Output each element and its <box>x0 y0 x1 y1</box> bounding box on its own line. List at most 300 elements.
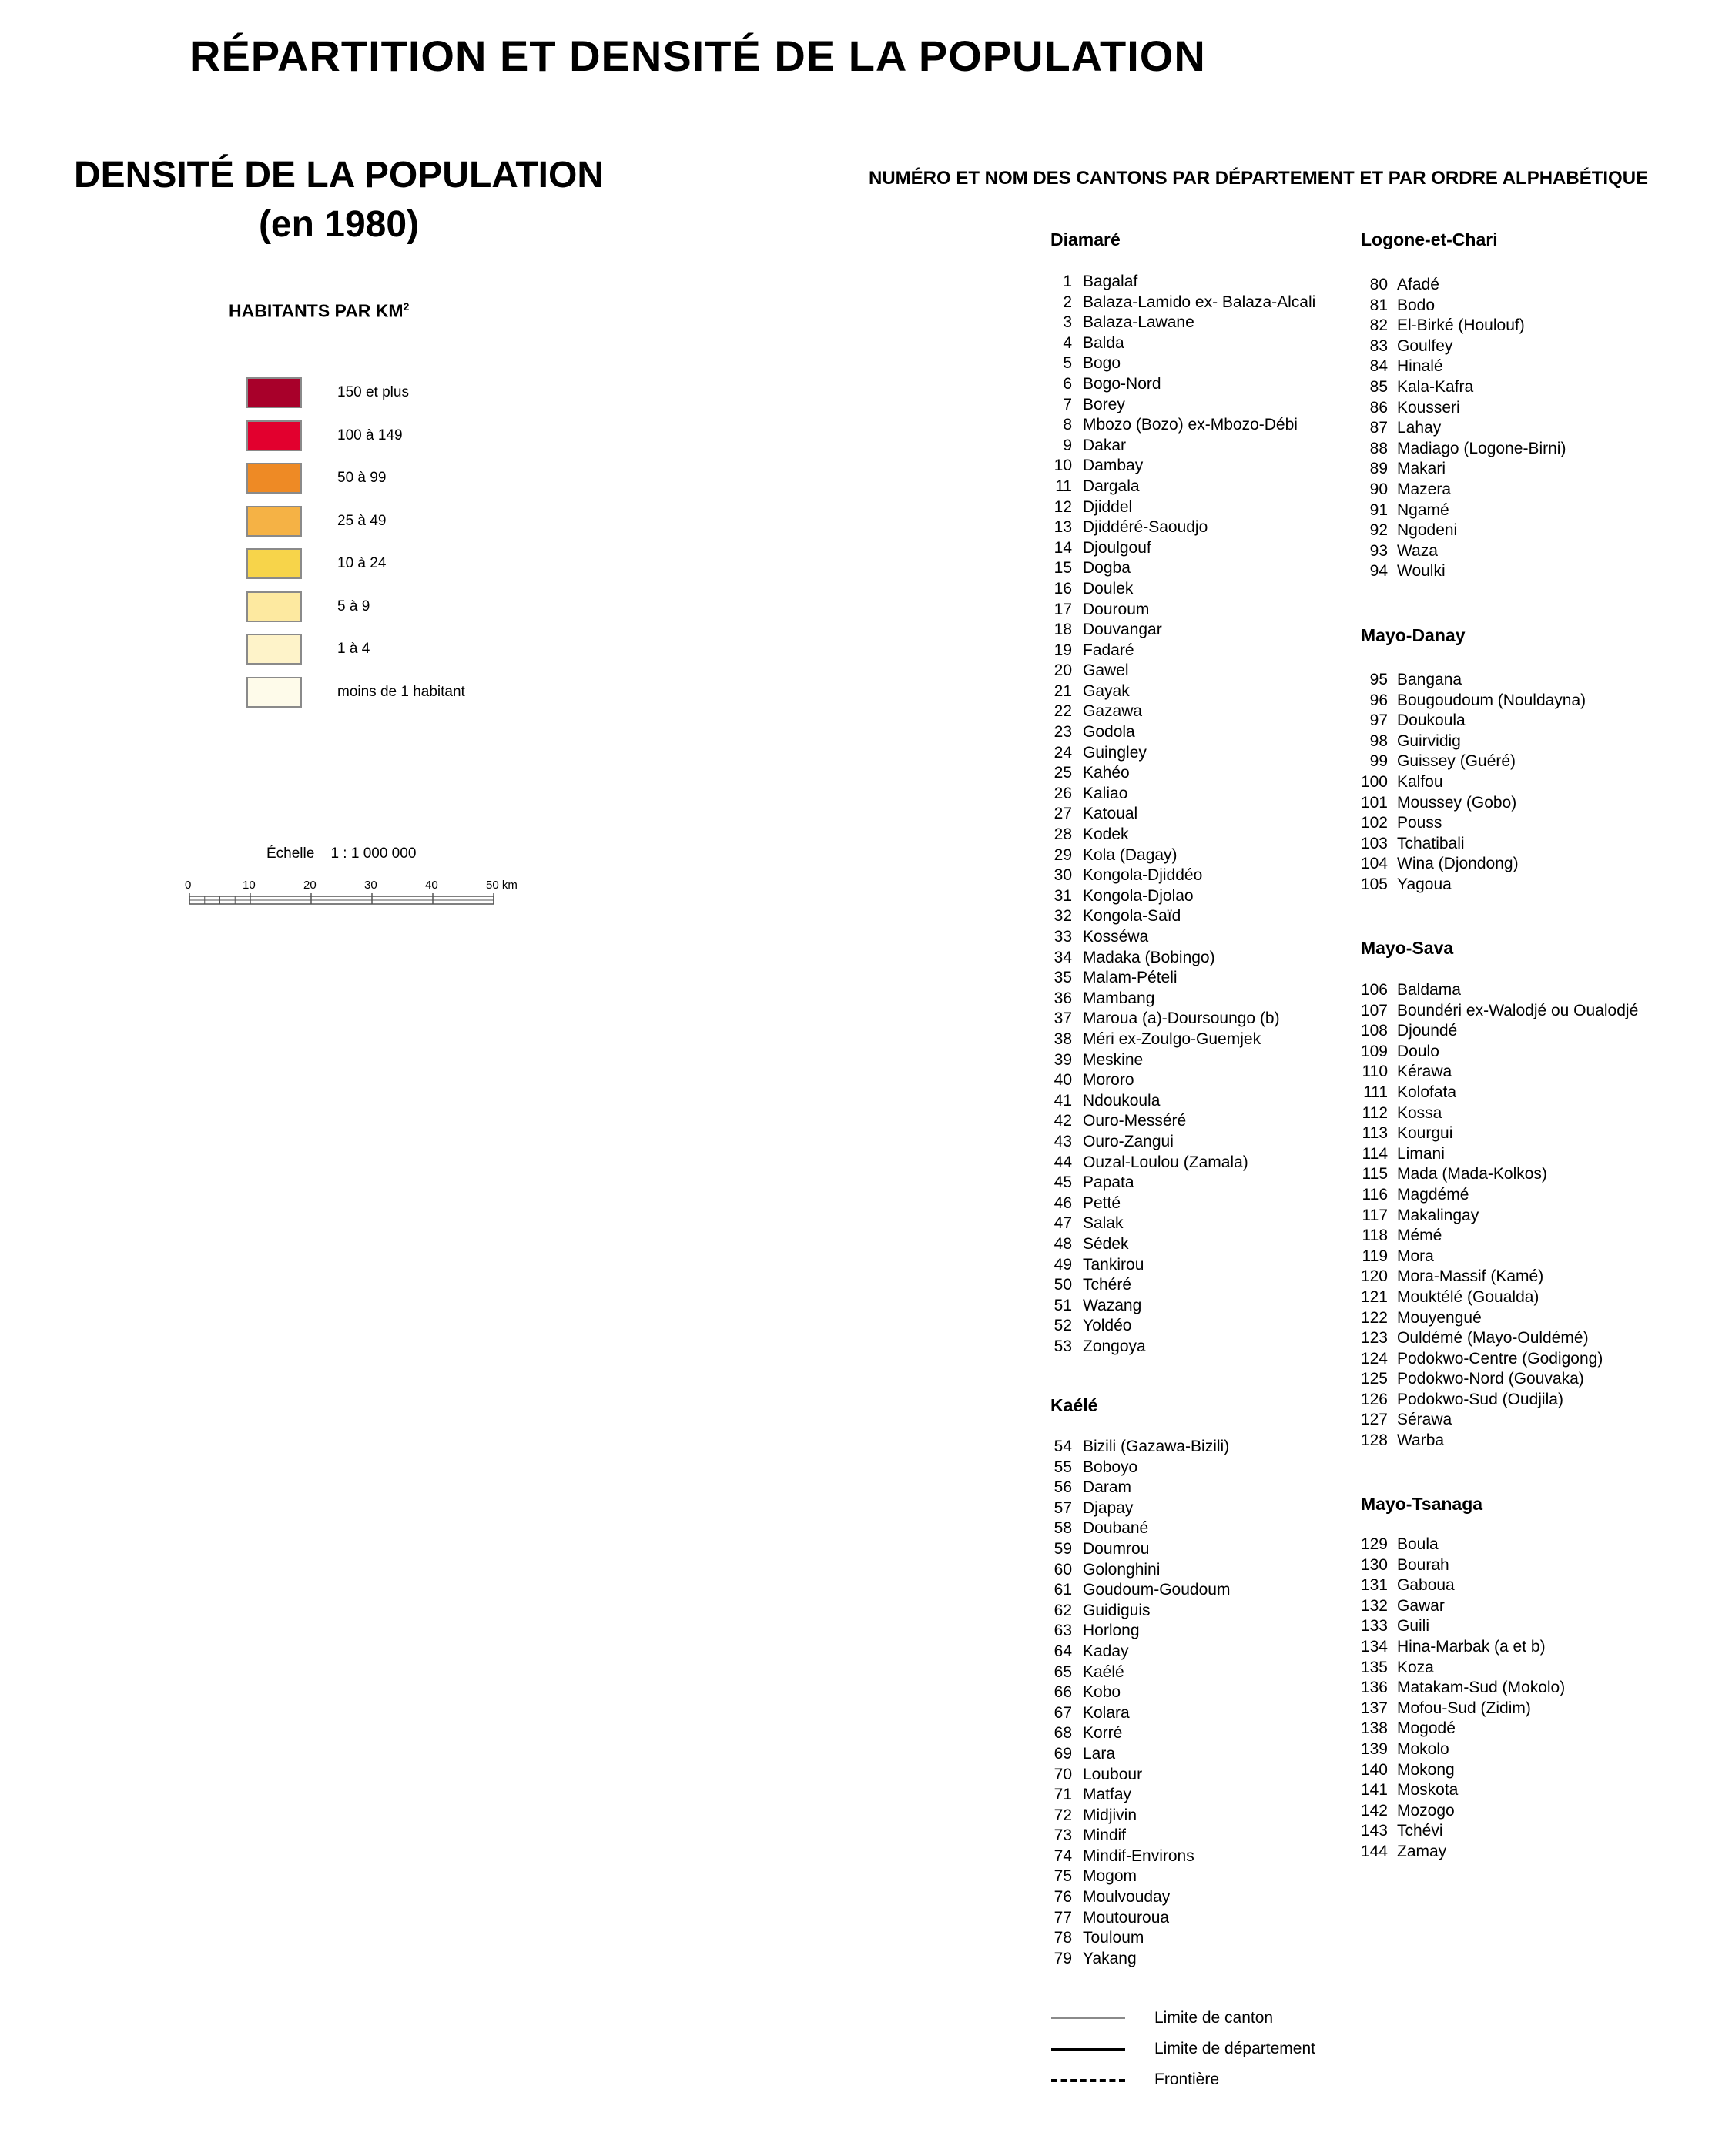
canton-row <box>1360 1267 1699 1287</box>
canton-number: 51 <box>1054 1296 1072 1314</box>
canton-number: 94 <box>1369 562 1388 581</box>
boundary-line-sample <box>1051 2048 1125 2051</box>
canton-row <box>1360 500 1699 521</box>
canton-row <box>1049 579 1372 600</box>
canton-row <box>1360 459 1699 480</box>
canton-row <box>1049 661 1372 681</box>
canton-name: Balda <box>1083 333 1124 352</box>
canton-row <box>1360 1123 1699 1144</box>
canton-name: Mada (Mada-Kolkos) <box>1397 1165 1547 1183</box>
canton-name: Dargala <box>1083 477 1140 495</box>
canton-row <box>1049 517 1372 538</box>
canton-name: Bougoudoum (Nouldayna) <box>1397 691 1586 709</box>
canton-row <box>1360 1328 1699 1349</box>
canton-row <box>1360 377 1699 398</box>
canton-name: Ouldémé (Mayo-Ouldémé) <box>1397 1329 1589 1348</box>
boundary-label: Limite de département <box>1154 2040 1315 2057</box>
canton-name: Baldama <box>1397 981 1461 999</box>
canton-row <box>1049 1887 1372 1908</box>
canton-number: 137 <box>1360 1699 1388 1717</box>
canton-number: 28 <box>1054 825 1072 844</box>
canton-name: Dakar <box>1083 436 1127 454</box>
canton-name: Kaday <box>1083 1642 1129 1660</box>
canton-number: 68 <box>1054 1724 1072 1743</box>
canton-row <box>1049 1029 1372 1050</box>
boundary-label: Limite de canton <box>1154 2009 1274 2027</box>
canton-name: Loubour <box>1083 1765 1143 1783</box>
canton-row <box>1360 521 1699 541</box>
canton-row <box>1049 641 1372 661</box>
canton-row <box>1049 1091 1372 1112</box>
canton-row <box>1360 1699 1699 1719</box>
canton-number: 15 <box>1054 559 1072 578</box>
canton-name: Kosséwa <box>1083 928 1149 946</box>
canton-row <box>1049 558 1372 579</box>
canton-number: 141 <box>1360 1781 1388 1799</box>
canton-row <box>1049 620 1372 641</box>
canton-number: 71 <box>1054 1786 1072 1804</box>
canton-name: Moulvouday <box>1083 1888 1171 1907</box>
canton-number: 116 <box>1362 1185 1388 1204</box>
canton-name: Lahay <box>1397 419 1442 437</box>
canton-row <box>1360 357 1699 377</box>
canton-name: Boboyo <box>1083 1458 1138 1476</box>
dept-title-danay: Mayo-Danay <box>1361 625 1466 645</box>
canton-row <box>1049 272 1372 293</box>
canton-number: 108 <box>1360 1022 1388 1040</box>
canton-name: Koza <box>1397 1658 1434 1676</box>
canton-number: 124 <box>1360 1349 1388 1368</box>
canton-number: 109 <box>1360 1042 1388 1060</box>
canton-row <box>1360 1042 1699 1063</box>
canton-row <box>1360 1083 1699 1103</box>
canton-name: Podokwo-Nord (Gouvaka) <box>1397 1370 1584 1388</box>
canton-name: Zamay <box>1397 1842 1447 1860</box>
canton-number: 32 <box>1054 907 1072 926</box>
canton-name: Sérawa <box>1397 1411 1452 1429</box>
canton-row <box>1360 1287 1699 1308</box>
canton-number: 100 <box>1360 772 1388 791</box>
scale-tick-label: 0 <box>185 879 192 892</box>
canton-row <box>1360 1821 1699 1842</box>
legend-heading-text: HABITANTS PAR KM <box>229 300 404 321</box>
canton-number: 112 <box>1362 1103 1388 1122</box>
canton-number: 121 <box>1360 1287 1388 1306</box>
canton-name: Guirvidig <box>1397 732 1461 750</box>
canton-name: Zongoya <box>1083 1337 1146 1355</box>
canton-name: Warba <box>1397 1431 1445 1450</box>
canton-name: Goudoum-Goudoum <box>1083 1581 1231 1599</box>
canton-number: 16 <box>1054 579 1072 598</box>
canton-row <box>1360 1739 1699 1760</box>
canton-row <box>1049 1601 1372 1622</box>
canton-name: Podokwo-Sud (Oudjila) <box>1397 1390 1563 1408</box>
canton-row <box>1049 1580 1372 1601</box>
canton-row <box>1360 439 1699 460</box>
canton-name: Petté <box>1083 1194 1121 1212</box>
canton-number: 104 <box>1360 855 1388 873</box>
canton-row <box>1049 313 1372 333</box>
canton-row <box>1360 1103 1699 1124</box>
canton-name: Gaboua <box>1397 1576 1455 1595</box>
canton-number: 24 <box>1054 743 1072 762</box>
canton-number: 45 <box>1054 1173 1072 1192</box>
canton-name: Ouro-Zangui <box>1083 1132 1174 1150</box>
canton-row <box>1360 1164 1699 1185</box>
canton-number: 1 <box>1063 273 1072 290</box>
canton-number: 7 <box>1063 395 1072 413</box>
canton-row <box>1360 1431 1699 1451</box>
canton-name: Makalingay <box>1397 1206 1479 1224</box>
canton-row <box>1360 1678 1699 1699</box>
canton-number: 75 <box>1054 1867 1072 1886</box>
canton-row <box>1360 561 1699 582</box>
canton-number: 140 <box>1360 1760 1388 1779</box>
canton-row <box>1360 1390 1699 1411</box>
canton-name: Bagalaf <box>1083 273 1138 290</box>
canton-row <box>1360 980 1699 1001</box>
canton-number: 79 <box>1054 1949 1072 1967</box>
canton-name: Mazera <box>1397 480 1452 498</box>
density-title-line2: (en 1980) <box>258 204 420 245</box>
canton-row <box>1049 1194 1372 1214</box>
canton-list-diamare <box>1049 272 1372 1357</box>
canton-number: 30 <box>1054 866 1072 885</box>
canton-name: Katoual <box>1083 805 1138 823</box>
canton-number: 99 <box>1369 752 1388 771</box>
canton-row <box>1360 336 1699 357</box>
canton-name: Mindif <box>1083 1826 1127 1845</box>
canton-row <box>1360 1021 1699 1042</box>
canton-number: 3 <box>1063 313 1072 332</box>
canton-number: 111 <box>1363 1083 1388 1101</box>
canton-name: Mora <box>1397 1247 1434 1265</box>
canton-number: 33 <box>1054 928 1072 946</box>
canton-number: 125 <box>1360 1370 1388 1388</box>
canton-name: Papata <box>1083 1173 1134 1192</box>
canton-row <box>1360 1185 1699 1206</box>
canton-row <box>1049 1296 1372 1317</box>
canton-number: 143 <box>1360 1822 1388 1840</box>
canton-name: Douvangar <box>1083 621 1162 639</box>
canton-number: 119 <box>1362 1247 1388 1265</box>
canton-number: 50 <box>1054 1276 1072 1294</box>
canton-name: Yakang <box>1083 1949 1137 1967</box>
canton-number: 72 <box>1054 1806 1072 1824</box>
canton-number: 70 <box>1054 1765 1072 1783</box>
canton-number: 144 <box>1360 1842 1388 1860</box>
canton-row <box>1049 865 1372 886</box>
canton-number: 84 <box>1369 357 1388 376</box>
canton-name: Kaélé <box>1083 1662 1124 1681</box>
canton-name: Mokolo <box>1397 1739 1449 1758</box>
canton-name: Salak <box>1083 1214 1124 1233</box>
canton-row <box>1049 743 1372 764</box>
dept-title-logone: Logone-et-Chari <box>1361 229 1498 249</box>
dept-title-diamare: Diamaré <box>1050 229 1121 249</box>
canton-name: Boula <box>1397 1535 1439 1553</box>
canton-row <box>1049 927 1372 948</box>
canton-number: 97 <box>1369 711 1388 730</box>
canton-row <box>1049 1703 1372 1724</box>
canton-row <box>1360 1144 1699 1165</box>
canton-number: 134 <box>1360 1637 1388 1656</box>
canton-name: Tchévi <box>1397 1822 1443 1840</box>
canton-row <box>1049 456 1372 477</box>
canton-row <box>1360 1842 1699 1863</box>
canton-number: 93 <box>1369 541 1388 560</box>
scale-tick-label: 30 <box>364 879 377 892</box>
canton-number: 12 <box>1054 497 1072 516</box>
canton-row <box>1360 711 1699 732</box>
canton-row <box>1049 1275 1372 1296</box>
canton-number: 10 <box>1054 457 1072 475</box>
canton-name: Mouyengué <box>1397 1308 1482 1327</box>
scale-tick-label: 50 km <box>486 879 518 892</box>
canton-name: Limani <box>1397 1144 1445 1163</box>
canton-name: Maroua (a)-Doursoungo (b) <box>1083 1009 1280 1028</box>
canton-row <box>1049 968 1372 989</box>
canton-name: Kola (Dagay) <box>1083 845 1178 864</box>
canton-number: 77 <box>1054 1908 1072 1927</box>
density-title <box>31 151 647 249</box>
canton-number: 41 <box>1054 1091 1072 1110</box>
canton-name: Afadé <box>1397 276 1439 293</box>
canton-name: Madaka (Bobingo) <box>1083 948 1215 966</box>
canton-row <box>1360 1410 1699 1431</box>
canton-row <box>1360 732 1699 752</box>
canton-row <box>1360 670 1699 691</box>
canton-row <box>1360 1247 1699 1267</box>
canton-list-heading: NUMÉRO ET NOM DES CANTONS PAR DÉPARTEMENT ET PAR ORDRE ALPHABÉTIQUE <box>869 168 1649 189</box>
canton-list-kaele <box>1049 1437 1372 1969</box>
canton-number: 80 <box>1369 276 1388 293</box>
canton-row <box>1360 316 1699 336</box>
canton-name: Hinalé <box>1397 357 1443 376</box>
canton-row <box>1049 1234 1372 1255</box>
canton-name: Pouss <box>1397 814 1442 832</box>
canton-row <box>1049 1111 1372 1132</box>
scale-ratio: 1 : 1 000 000 <box>330 845 417 862</box>
canton-number: 117 <box>1362 1206 1388 1224</box>
canton-number: 87 <box>1369 419 1388 437</box>
canton-number: 48 <box>1054 1234 1072 1253</box>
canton-number: 29 <box>1054 845 1072 864</box>
canton-row <box>1049 497 1372 518</box>
canton-name: Balaza-Lamido ex- Balaza-Alcali <box>1083 293 1316 311</box>
canton-name: Bodo <box>1397 296 1436 314</box>
canton-number: 120 <box>1360 1267 1388 1286</box>
canton-number: 55 <box>1054 1458 1072 1476</box>
canton-number: 107 <box>1360 1001 1388 1019</box>
canton-row <box>1049 1662 1372 1683</box>
canton-row <box>1049 1153 1372 1173</box>
canton-name: Bogo-Nord <box>1083 374 1161 393</box>
canton-row <box>1049 722 1372 743</box>
canton-number: 82 <box>1369 316 1388 335</box>
canton-name: Dambay <box>1083 457 1144 475</box>
canton-number: 25 <box>1054 764 1072 782</box>
canton-name: Djapay <box>1083 1498 1134 1517</box>
canton-number: 34 <box>1054 948 1072 966</box>
canton-row <box>1049 825 1372 845</box>
canton-row <box>1049 1050 1372 1071</box>
boundary-line-sample <box>1051 2017 1125 2019</box>
canton-name: Makari <box>1397 460 1446 478</box>
canton-number: 49 <box>1054 1255 1072 1274</box>
canton-row <box>1049 1826 1372 1846</box>
canton-name: Touloum <box>1083 1929 1144 1947</box>
canton-name: Tankirou <box>1083 1255 1144 1274</box>
canton-name: Mororo <box>1083 1071 1134 1090</box>
canton-row <box>1360 1780 1699 1801</box>
canton-name: Bizili (Gazawa-Bizili) <box>1083 1438 1230 1455</box>
canton-row <box>1049 1214 1372 1234</box>
canton-name: Ngamé <box>1397 500 1449 519</box>
canton-number: 91 <box>1369 500 1388 519</box>
canton-number: 13 <box>1054 518 1072 537</box>
canton-number: 78 <box>1054 1929 1072 1947</box>
canton-number: 86 <box>1369 398 1388 417</box>
canton-row <box>1049 1070 1372 1091</box>
canton-number: 131 <box>1360 1576 1388 1595</box>
canton-number: 65 <box>1054 1662 1072 1681</box>
canton-row <box>1049 1806 1372 1826</box>
canton-row <box>1360 875 1699 896</box>
canton-number: 123 <box>1360 1329 1388 1348</box>
canton-row <box>1360 1658 1699 1679</box>
canton-row <box>1049 681 1372 702</box>
scale-tick-label: 20 <box>303 879 317 892</box>
canton-name: Daram <box>1083 1478 1132 1497</box>
canton-row <box>1049 333 1372 354</box>
legend-label: 1 à 4 <box>337 641 370 657</box>
legend-label: moins de 1 habitant <box>337 683 465 700</box>
canton-row <box>1360 1596 1699 1617</box>
dept-title-sava: Mayo-Sava <box>1361 938 1454 958</box>
canton-number: 61 <box>1054 1581 1072 1599</box>
canton-row <box>1049 701 1372 722</box>
canton-row <box>1049 600 1372 621</box>
map-title: RÉPARTITION ET DENSITÉ DE LA POPULATION <box>189 32 1206 80</box>
canton-row <box>1360 772 1699 793</box>
canton-name: Mofou-Sud (Zidim) <box>1397 1699 1531 1717</box>
canton-number: 73 <box>1054 1826 1072 1845</box>
canton-number: 21 <box>1054 681 1072 700</box>
canton-number: 122 <box>1360 1308 1388 1327</box>
dept-title-tsanaga: Mayo-Tsanaga <box>1361 1494 1483 1514</box>
canton-row <box>1360 813 1699 834</box>
canton-name: Mogodé <box>1397 1719 1456 1738</box>
canton-row <box>1049 948 1372 969</box>
canton-name: Korré <box>1083 1724 1123 1743</box>
canton-number: 62 <box>1054 1601 1072 1619</box>
canton-number: 37 <box>1054 1009 1072 1028</box>
canton-number: 85 <box>1369 377 1388 396</box>
scale-label: Échelle <box>266 845 315 862</box>
canton-list-tsanaga <box>1360 1535 1699 1863</box>
canton-name: Bangana <box>1397 671 1462 688</box>
canton-name: Mbozo (Bozo) ex-Mbozo-Débi <box>1083 416 1298 434</box>
canton-name: Ouro-Messéré <box>1083 1112 1187 1130</box>
canton-number: 43 <box>1054 1132 1072 1150</box>
canton-number: 67 <box>1054 1703 1072 1722</box>
canton-row <box>1049 1846 1372 1867</box>
canton-row <box>1049 1621 1372 1642</box>
canton-name: Dogba <box>1083 559 1131 578</box>
canton-row <box>1049 1255 1372 1276</box>
canton-name: Mogom <box>1083 1867 1137 1886</box>
canton-number: 40 <box>1054 1071 1072 1090</box>
canton-number: 110 <box>1362 1063 1388 1081</box>
canton-name: Doukoula <box>1397 711 1466 730</box>
canton-row <box>1360 1616 1699 1637</box>
canton-row <box>1049 886 1372 907</box>
canton-number: 60 <box>1054 1560 1072 1578</box>
canton-number: 14 <box>1054 538 1072 557</box>
canton-row <box>1360 275 1699 296</box>
canton-number: 8 <box>1063 416 1072 434</box>
canton-name: Moutouroua <box>1083 1908 1170 1927</box>
legend-swatch <box>246 591 302 622</box>
canton-name: Douroum <box>1083 600 1150 618</box>
canton-name: Mouktélé (Goualda) <box>1397 1287 1539 1306</box>
canton-number: 92 <box>1369 521 1388 540</box>
canton-number: 47 <box>1054 1214 1072 1233</box>
canton-row <box>1049 1173 1372 1194</box>
canton-number: 53 <box>1054 1337 1072 1355</box>
canton-number: 133 <box>1360 1617 1388 1635</box>
canton-row <box>1049 1437 1372 1458</box>
legend-swatch <box>246 677 302 708</box>
canton-row <box>1049 845 1372 866</box>
canton-name: Guidiguis <box>1083 1601 1151 1619</box>
canton-name: Doulo <box>1397 1042 1439 1060</box>
canton-name: Madiago (Logone-Birni) <box>1397 439 1566 457</box>
canton-name: Méri ex-Zoulgo-Guemjek <box>1083 1029 1261 1048</box>
canton-number: 118 <box>1362 1227 1388 1245</box>
canton-name: Kongola-Djiddéo <box>1083 866 1203 885</box>
canton-row <box>1049 1928 1372 1949</box>
canton-number: 106 <box>1360 981 1388 999</box>
canton-number: 95 <box>1369 671 1388 688</box>
canton-number: 132 <box>1360 1596 1388 1615</box>
canton-row <box>1360 854 1699 875</box>
canton-row <box>1049 1132 1372 1153</box>
canton-number: 46 <box>1054 1194 1072 1212</box>
canton-number: 138 <box>1360 1719 1388 1738</box>
canton-row <box>1049 1744 1372 1765</box>
canton-number: 127 <box>1360 1411 1388 1429</box>
canton-number: 39 <box>1054 1050 1072 1069</box>
canton-number: 64 <box>1054 1642 1072 1660</box>
canton-row <box>1049 906 1372 927</box>
canton-row <box>1049 1682 1372 1703</box>
canton-number: 126 <box>1360 1390 1388 1408</box>
canton-name: Waza <box>1397 541 1438 560</box>
canton-number: 36 <box>1054 989 1072 1007</box>
canton-number: 96 <box>1369 691 1388 709</box>
canton-name: Gazawa <box>1083 702 1143 721</box>
canton-row <box>1049 1560 1372 1581</box>
canton-name: Horlong <box>1083 1622 1140 1640</box>
canton-name: Mokong <box>1397 1760 1455 1779</box>
canton-name: Bogo <box>1083 354 1121 373</box>
legend-label: 25 à 49 <box>337 512 387 529</box>
canton-row <box>1049 763 1372 784</box>
canton-row <box>1049 1539 1372 1560</box>
canton-number: 23 <box>1054 723 1072 742</box>
